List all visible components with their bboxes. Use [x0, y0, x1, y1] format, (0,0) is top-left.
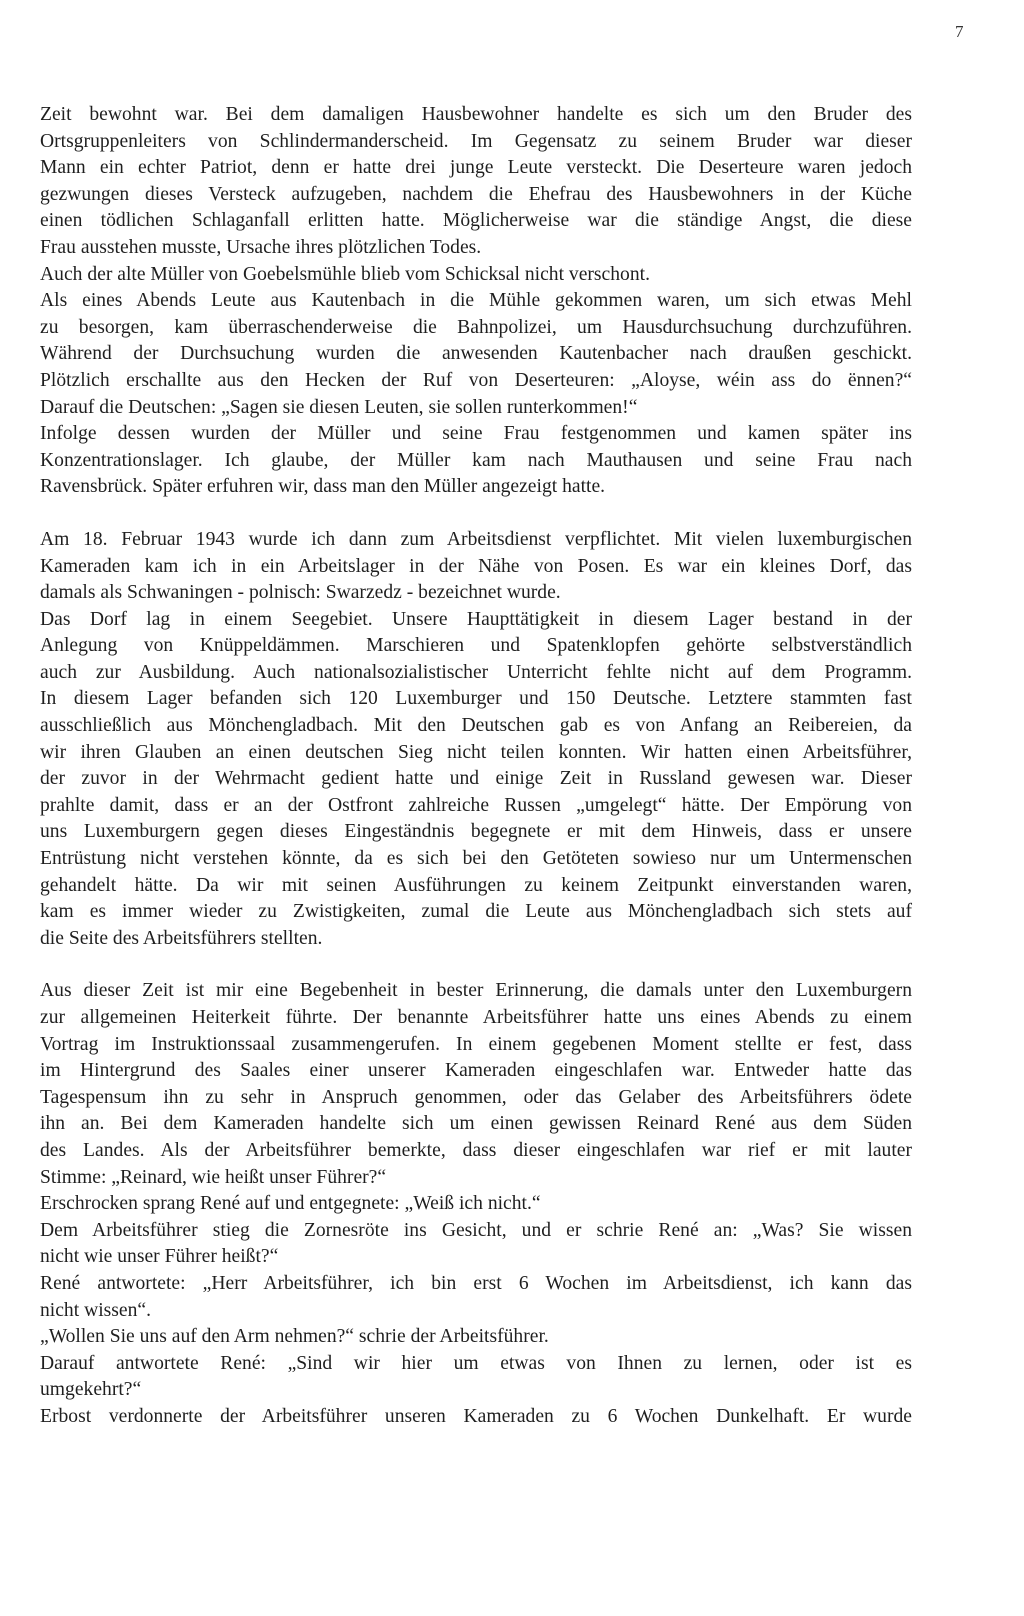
text-line: Plötzlich erschallte aus den Hecken der Ruf von Deserteuren: „Aloyse, wéin ass do ënnen?“: [40, 369, 912, 391]
text-line: Ortsgruppenleiters von Schlindermanderscheid. Im Gegensatz zu seinem Bruder war dieser: [40, 130, 912, 152]
text-line: Konzentrationslager. Ich glaube, der Müller kam nach Mauthausen und seine Frau nach: [40, 449, 912, 471]
text-line: im Hintergrund des Saales einer unserer Kameraden eingeschlafen war. Entweder hatte das: [40, 1060, 912, 1082]
text-line: Frau ausstehen musste, Ursache ihres plötzlichen Todes.: [40, 236, 482, 258]
text-line: Aus dieser Zeit ist mir eine Begebenheit in bester Erinnerung, die damals unter den Luxemburgern: [40, 980, 912, 1002]
text-line: Am 18. Februar 1943 wurde ich dann zum Arbeitsdienst verpflichtet. Mit vielen luxemburgischen: [40, 528, 912, 550]
paragraph-block-2: [40, 527, 912, 953]
text-line: damals als Schwaningen - polnisch: Swarzedz - bezeichnet wurde.: [40, 582, 561, 604]
text-line: Anlegung von Knüppeldämmen. Marschieren und Spatenklopfen gehörte selbstverständlich: [40, 635, 912, 657]
text-line: Tagespensum ihn zu sehr in Anspruch genommen, oder das Gelaber des Arbeitsführers ödete: [40, 1086, 912, 1108]
text-line: auch zur Ausbildung. Auch nationalsozialistischer Unterricht fehlte nicht auf dem Programm.: [40, 661, 912, 683]
text-line: des Landes. Als der Arbeitsführer bemerkte, dass dieser eingeschlafen war rief er mit lauter: [40, 1139, 912, 1161]
text-line: Ravensbrück. Später erfuhren wir, dass man den Müller angezeigt hatte.: [40, 476, 606, 498]
text-line: nicht wie unser Führer heißt?“: [40, 1246, 279, 1268]
text-line: Vortrag im Instruktionssaal zusammengerufen. In einem gegebenen Moment stellte er fest, dass: [40, 1033, 912, 1055]
text-line: „Wollen Sie uns auf den Arm nehmen?“ schrie der Arbeitsführer.: [40, 1326, 549, 1348]
text-line: Stimme: „Reinard, wie heißt unser Führer?“: [40, 1166, 387, 1188]
text-line: Darauf die Deutschen: „Sagen sie diesen Leuten, sie sollen runterkommen!“: [40, 396, 638, 418]
text-line: prahlte damit, dass er an der Ostfront zahlreiche Russen „umgelegt“ hätte. Der Empörung von: [40, 794, 912, 816]
paragraph-block-3: [40, 978, 912, 1430]
text-line: Mann ein echter Patriot, denn er hatte drei junge Leute versteckt. Die Deserteure waren jedoch: [40, 157, 912, 179]
text-line: gehandelt hätte. Da wir mit seinen Ausführungen zu keinem Zeitpunkt einverstanden waren,: [40, 874, 912, 896]
text-line: Als eines Abends Leute aus Kautenbach in die Mühle gekommen waren, um sich etwas Mehl: [40, 290, 912, 312]
text-line: der zuvor in der Wehrmacht gedient hatte und einige Zeit in Russland gewesen war. Dieser: [40, 768, 912, 790]
text-line: nicht wissen“.: [40, 1299, 152, 1321]
text-line: Darauf antwortete René: „Sind wir hier um etwas von Ihnen zu lernen, oder ist es: [40, 1352, 912, 1374]
text-line: Kameraden kam ich in ein Arbeitslager in der Nähe von Posen. Es war ein kleines Dorf, das: [40, 555, 912, 577]
text-line: zu besorgen, kam überraschenderweise die Bahnpolizei, um Hausdurchsuchung durchzuführen.: [40, 316, 912, 338]
paragraph-block-1: [40, 102, 912, 501]
text-line: die Seite des Arbeitsführers stellten.: [40, 927, 323, 949]
text-line: Entrüstung nicht verstehen könnte, da es sich bei den Getöteten sowieso nur um Untermenschen: [40, 848, 912, 870]
page-number: 7: [955, 22, 964, 41]
text-line: umgekehrt?“: [40, 1379, 142, 1401]
text-line: gezwungen dieses Versteck aufzugeben, nachdem die Ehefrau des Hausbewohners in der Küche: [40, 183, 912, 205]
text-line: Erbost verdonnerte der Arbeitsführer unseren Kameraden zu 6 Wochen Dunkelhaft. Er wurde: [40, 1405, 912, 1427]
text-line: zur allgemeinen Heiterkeit führte. Der benannte Arbeitsführer hatte uns eines Abends zu einem: [40, 1007, 912, 1028]
text-line: wir ihren Glauben an einen deutschen Sieg nicht teilen konnten. Wir hatten einen Arbeitsführer,: [40, 741, 912, 763]
text-line: ausschließlich aus Mönchengladbach. Mit den Deutschen gab es von Anfang an Reibereien, da: [40, 715, 912, 737]
text-line: uns Luxemburgern gegen dieses Eingeständnis begegnete er mit dem Hinweis, dass er unsere: [40, 821, 912, 843]
text-line: Während der Durchsuchung wurden die anwesenden Kautenbacher nach draußen geschickt.: [40, 343, 912, 365]
text-line: Dem Arbeitsführer stieg die Zornesröte ins Gesicht, und er schrie René an: „Was? Sie wissen: [40, 1219, 912, 1241]
text-line: Infolge dessen wurden der Müller und seine Frau festgenommen und kamen später ins: [40, 423, 912, 445]
text-line: Zeit bewohnt war. Bei dem damaligen Hausbewohner handelte es sich um den Bruder des: [40, 104, 912, 125]
text-line: Erschrocken sprang René auf und entgegnete: „Weiß ich nicht.“: [40, 1193, 541, 1215]
text-line: René antwortete: „Herr Arbeitsführer, ich bin erst 6 Wochen im Arbeitsdienst, ich kann das: [40, 1272, 912, 1294]
text-line: Das Dorf lag in einem Seegebiet. Unsere Haupttätigkeit in diesem Lager bestand in der: [40, 608, 912, 630]
text-line: ihn an. Bei dem Kameraden handelte sich um einen gewissen Reinard René aus dem Süden: [40, 1113, 912, 1135]
text-line: kam es immer wieder zu Zwistigkeiten, zumal die Leute aus Mönchengladbach sich stets auf: [40, 901, 912, 923]
text-line: Auch der alte Müller von Goebelsmühle blieb vom Schicksal nicht verschont.: [40, 263, 650, 285]
text-line: In diesem Lager befanden sich 120 Luxemburger und 150 Deutsche. Letztere stammten fast: [40, 688, 912, 710]
text-line: einen tödlichen Schlaganfall erlitten hatte. Möglicherweise war die ständige Angst, die diese: [40, 210, 912, 232]
document-body: [40, 102, 912, 1431]
